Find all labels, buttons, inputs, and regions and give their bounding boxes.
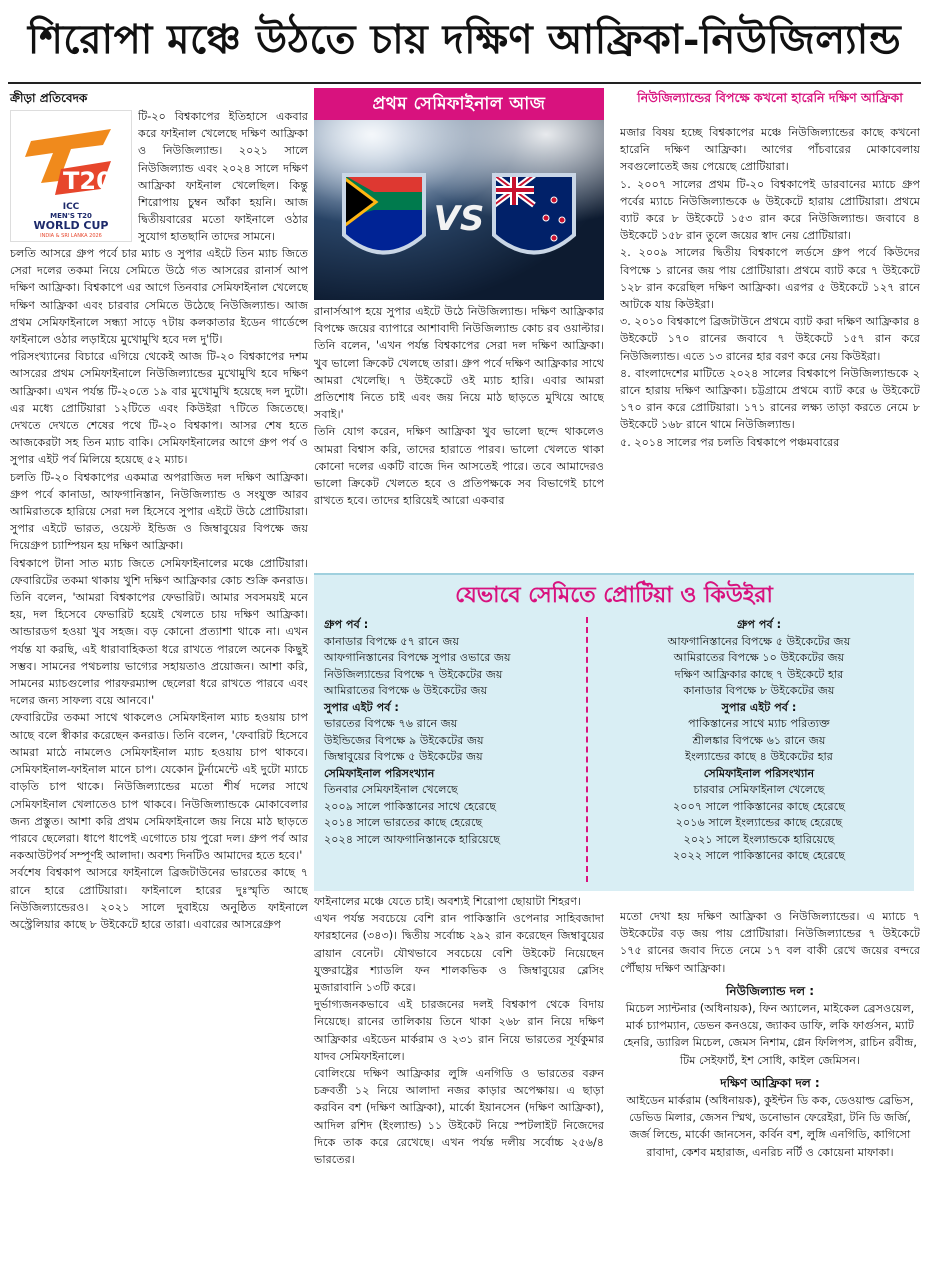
list-item: শ্রীলঙ্কার বিপক্ষে ৬১ রানে জয় [692,733,826,747]
paragraph: ৫. ২০১৪ সালের পর চলতি বিশ্বকাপে পঞ্চমবারের [620,435,840,449]
paragraph: মতো দেখা হয় দক্ষিণ আফ্রিকা ও নিউজিল্যান্ডের। এ ম্যাচে ৭ উইকেটের বড় জয় পায় প্রোটিয়ারা। নিউজিল্যান্ডের ৭ উইকেটে ১৭৫ রানের জবাব দিতে নেমে ১৭ বল বাকী রেখে জয়ের বন্দরে পৌঁছায় দক্ষিণ আফ্রিকা। [620,910,920,975]
list-item: ২০১৪ সালে ভারতের কাছে হেরেছে [324,816,483,829]
list-item: আমিরাতের বিপক্ষে ৬ উইকেটের জয় [324,684,488,697]
semifinal-path-infobox [314,573,914,891]
paragraph: মজার বিষয় হচ্ছে বিশ্বকাপের মঞ্চে নিউজিল্যান্ডের কাছে কখনো হারেনি দক্ষিণ আফ্রিকা। আগের পাঁচবারের মোকাবেলায় সবগুলোতেই জয় পেয়েছে প্রোটিয়ারা। [620,126,920,174]
nz-squad-title: নিউজিল্যান্ড দল : [726,983,814,998]
nz-path [614,617,904,865]
svg-text:MEN'S T20: MEN'S T20 [50,212,92,220]
left-column-body [10,245,308,1275]
nz-super-title: সুপার এইট পর্ব : [721,700,797,714]
list-item: নিউজিল্যান্ডের বিপক্ষে ৭ উইকেটের জয় [324,667,503,681]
paragraph: এখন পর্যন্ত সবচেয়ে বেশি রান পাকিস্তানি ওপেনার সাহিবজাদা ফারহানের (৩৪৩)। দ্বিতীয় সর্বোচ্চ ২৯২ রান করেছেন জিম্বাবুয়ের ব্রায়ান বেনেট। যৌথভাবে সবচেয়ে বেশি উইকেট নিয়েছেন যুক্তরাষ্ট্রের শ্যাডলি ফন শালকভিক ও জিম্বাবুয়ের ব্লেসিং মুজারাবানি ১৩টি করে। [314,912,604,995]
list-item: ইংল্যান্ডের কাছে ৪ উইকেটের হার [685,750,833,763]
list-item: ২০০৯ সালে পাকিস্তানের সাথে হেরেছে [324,799,496,813]
middle-top-text [314,303,604,571]
svg-text:INDIA & SRI LANKA 2026: INDIA & SRI LANKA 2026 [40,233,102,239]
list-item: ২০১৬ সালে ইংল্যান্ডের কাছে হেরেছে [675,816,843,829]
right-bottom-text [620,908,920,1278]
list-item: উইন্ডিজের বিপক্ষে ৯ উইকেটের জয় [324,733,484,747]
paragraph: ২. ২০০৯ সালের দ্বিতীয় বিশ্বকাপে লর্ডসে গ্রুপ পর্বে কিউদের বিপক্ষে ১ রানের জয় পায় প্রোটিয়ারা। প্রথমে ব্যাট করে ৭ উইকেটে ১২৮ রান করেছিল দক্ষিণ আফ্রিকা। এরপর ৫ উইকেটে ১২৭ রানে আটকে যায় কিউইরা। [620,246,920,312]
paragraph: তিনি যোগ করেন, দক্ষিণ আফ্রিকা খুব ভালো ছন্দে থাকলেও আমরা বিশ্বাস করি, তাদের হারাতে পারব। ভালো খেলতে থাকা কোনো দলের একটি বাজে দিন আসতেই পারে। তবে আমাদেরও ভালো ক্রিকেট খেলতে হবে ও প্রতিপক্ষকে সব বিভাগেই চাপে রাখতে হবে। তাদের হারিয়েই আরো একবার [314,425,604,508]
t20-logo-icon [11,111,131,241]
paragraph: ৪. বাংলাদেশের মাটিতে ২০২৪ সালের বিশ্বকাপে নিউজিল্যান্ডকে ২ রানে হারায় দক্ষিণ আফ্রিকা। চট্টগ্রামে প্রথমে ব্যাট করে ৬ উইকেটে ১৭০ রান করে প্রোটিয়ারা। ১৭১ রানের লক্ষ্য তাড়া করতে নেমে ৮ উইকেটে ১৬৮ রানে থামে নিউজিল্যান্ড। [620,366,920,432]
paragraph: টি-২০ বিশ্বকাপের ইতিহাসে একবার করে ফাইনাল খেলেছে দক্ষিণ আফ্রিকা ও নিউজিল্যান্ড। ২০২১ সালে নিউজিল্যান্ড এবং ২০২৪ সালে দক্ষিণ আফ্রিকা ফাইনাল খেলেছিল। কিন্তু শিরোপায় চুম্বন আঁকা হয়নি। আজ দ্বিতীয়বারের মতো ফাইনালে ওঠার সুযোগ হাতছানি তাদের সামনে। [138,110,308,244]
byline: ক্রীড়া প্রতিবেদক [10,91,88,105]
list-item: চারবার সেমিফাইনাল খেলেছে [693,783,825,796]
list-item: পাকিস্তানের সাথে ম্যাচ পরিত্যক্ত [688,717,830,730]
paragraph: দুর্ভাগ্যজনকভাবে এই চারজনের দলই বিশ্বকাপ থেকে বিদায় নিয়েছে। রানের তালিকায় তিনে থাকা ২৬৮ রান নিয়ে দক্ষিণ আফ্রিকার এইডেন মার্করাম ও ২৩১ রান নিয়ে ভারতের সূর্যকুমার যাদব সেমিফাইনালে। [314,998,604,1063]
right-top-text [620,124,920,570]
match-graphic [314,120,604,300]
svg-text:WORLD CUP: WORLD CUP [33,219,109,232]
svg-text:VS: VS [433,199,485,239]
sa-squad-title: দক্ষিণ আফ্রিকা দল : [720,1075,820,1090]
paragraph: সর্বশেষ বিশ্বকাপ আসরে ফাইনালে ব্রিজটাউনের ভারতের কাছে ৭ রানে হারে প্রোটিয়ারা। ফাইনালে হারের দুঃস্মৃতি আছে নিউজিল্যান্ডেরও। ২০২১ সালে দুবাইয়ে অনুষ্ঠিত ফাইনালে অস্ট্রেলিয়ার কাছে ৮ উইকেটে হারে তারা। এবারের আসরেগ্রুপ [10,866,308,931]
headline-rule [8,82,921,84]
list-item: আফগানিস্তানের বিপক্ষে সুপার ওভারে জয় [324,651,511,664]
svg-text:ICC: ICC [62,202,80,212]
nz-squad-list: মিচেল স্যান্টনার (অধিনায়ক), ফিন অ্যালেন, মাইকেল ব্রেসওয়েল, মার্ক চ্যাপম্যান, ডেভন কনওয়ে, জ্যাকব ডাফি, লকি ফার্গুসন, ম্যাট হেনরি, ড্যারিল মিচেল, জেমস নিশাম, গ্লেন ফিলিপস, রাচিন রবীন্দ্র, টিম সেইফার্ট, ইশ সোধি, কাইল জেমিসন। [623,1002,917,1067]
sa-shield [344,175,424,253]
sa-group-title: গ্রুপ পর্ব : [324,618,369,631]
sa-super-title: সুপার এইট পর্ব : [324,700,399,714]
sa-path [324,617,599,848]
list-item: ২০২২ সালে পাকিস্তানের কাছে হেরেছে [673,849,845,862]
paragraph: ১. ২০০৭ সালের প্রথম টি-২০ বিশ্বকাপেই ডারবানের ম্যাচে গ্রুপ পর্বের ম্যাচে নিউজিল্যান্ডকে ৬ উইকেটে হারায় প্রোটিয়ারা। প্রথমে ব্যাট করে ৮ উইকেটে ১৫৩ রান করে নিউজিল্যান্ড। জবাবে ৪ উইকেটে ১৫৮ রান তুলে জয়ের স্বাদ নেয় প্রোটিয়ারা। [620,177,920,243]
list-item: আফগানিস্তানের বিপক্ষে ৫ উইকেটের জয় [667,634,851,648]
paragraph: রানার্সআপ হয়ে সুপার এইটে উঠে নিউজিল্যান্ড। দক্ষিণ আফ্রিকার বিপক্ষে জয়ের ব্যাপারে আশাবাদী নিউজিল্যান্ড কোচ রব ওয়াল্টার। তিনি বলেন, 'এখন পর্যন্ত বিশ্বকাপের সেরা দল দক্ষিণ আফ্রিকা। খুব ভালো ক্রিকেট খেলছে তারা। গ্রুপ পর্বে দক্ষিণ আফ্রিকার সাথে আমরা খেলেছি। ৭ উইকেটে ওই ম্যাচ হারি। এবার আমরা প্রতিশোধ নিতে চাই এবং জয় নিয়ে মাঠ ছাড়তে মুখিয়ে আছে সবাই।' [314,305,604,422]
world-cup-logo [10,110,132,242]
paragraph: ৩. ২০১০ বিশ্বকাপে ব্রিজটাউনে প্রথমে ব্যাট করা দক্ষিণ আফ্রিকার ৪ উইকেটে ১৭০ রানের জবাবে ৭ উইকেটে ১৫৭ রান করে নিউজিল্যান্ড। এতে ১৩ রানের হার বরণ করে নেয় কিউইরা। [620,315,920,363]
nz-group-title: গ্রুপ পর্ব : [736,618,782,631]
paragraph: চলতি টি-২০ বিশ্বকাপের একমাত্র অপরাজিত দল দক্ষিণ আফ্রিকা। গ্রুপ পর্বে কানাডা, আফগানিস্তান, নিউজিল্যান্ড ও সংযুক্ত আরব আমিরাতকে হারিয়ে সেরা দল হিসেবে সুপার এইটে উঠে প্রোটিয়ারা। সুপার এইটে ভারত, ওয়েস্ট ইন্ডিজ ও জিম্বাবুয়ের বিপক্ষে জয় দিয়েগ্রুপ চ্যাম্পিয়ন হয় দক্ষিণ আফ্রিকা। [10,470,308,553]
list-item: ২০২১ সালে ইংল্যান্ডকে হারিয়েছে [683,832,835,846]
svg-text:T20: T20 [63,167,113,195]
headline: শিরোপা মঞ্চে উঠতে চায় দক্ষিণ আফ্রিকা-নিউজিল্যান্ড [27,16,902,63]
semifinal-banner: প্রথম সেমিফাইনাল আজ [314,88,604,120]
list-item: ভারতের বিপক্ষে ৭৬ রানে জয় [324,717,458,730]
left-column-intro [138,108,308,248]
list-item: কানাডার বিপক্ষে ৮ উইকেটের জয় [683,684,835,697]
nz-shield [494,175,574,253]
list-item: দক্ষিণ আফ্রিকার কাছে ৭ উইকেটে হার [674,667,844,681]
paragraph: বোলিংয়ে দক্ষিণ আফ্রিকার লুঙ্গি এনগিডি ও ভারতের বরুন চক্রবর্তী ১২ নিয়ে আলাদা নজর কাড়ার অপেক্ষায়। এ ছাড়া করবিন বশ (দক্ষিণ আফ্রিকা), মার্কো ইয়ানসেন (দক্ষিণ আফ্রিকা), আদিল রশিদ (ইংল্যান্ড) ১১ উইকেট নিয়ে স্পটলাইট নিজেদের দিকে তাক করে রেখেছে। এখন পর্যন্ত দলীয় সর্বোচ্চ ২৫৬/৪ ভারতের। [314,1067,604,1167]
paragraph: ফাইনালের মঞ্চে যেতে চাই। অবশ্যই শিরোপা ছোয়াটা শিহরণ। [314,895,582,908]
paragraph: চলতি আসরে গ্রুপ পর্বে চার ম্যাচ ও সুপার এইটে তিন ম্যাচ জিতে সেরা দলের তকমা নিয়ে সেমিতে উঠে গত আসরের রানার্স আপ দক্ষিণ আফ্রিকা। বিশ্বকাপে এর আগে তিনবার সেমিফাইনাল খেলেছে দক্ষিণ আফ্রিকা এবং চারবার সেমিতে উঠেছে নিউজিল্যান্ড। আজ প্রথম সেমিফাইনালে সন্ধ্যা সাড়ে ৭টায় কলকাতার ইডেন গার্ডেন্সে ফাইনালে ওঠার লড়াইয়ে মুখোমুখি হবে দল দু'টি। [10,247,308,347]
infobox-title: যেভাবে সেমিতে প্রোটিয়া ও কিউইরা [455,583,773,608]
paragraph: ফেবারিটের তকমা সাথে থাকলেও সেমিফাইনাল ম্যাচ হওয়ায় চাপ আছে বলে স্বীকার করেছেন কনরাড। তিনি বলেন, 'ফেবারিট হিসেবে আমরা মাঠে নামলেও সেমিফাইনাল ম্যাচ হওয়ায় চাপ থাকবে। সেমিফাইনাল-ফাইনাল মানে চাপ। যেকোন টুর্নামেন্টে এই দুটো ম্যাচে বাড়তি চাপ থাকে। নিউজিল্যান্ডের মতো শীর্ষ দলের সাথে সেমিফাইনাল খেলাতেও চাপ থাকবে। নিউজিল্যান্ডকে মোকাবেলার জন্য প্রস্তুত। আশা করি প্রথম সেমিফাইনালে জয় নিয়ে মাঠ ছাড়তে পারবে ছেলেরা। ধাপে ধাপেই এগোতে চায় পুরো দল। গ্রুপ পর্ব আর নকআউটপর্ব সম্পূর্ণই আলাদা। অবশ্য দিনটিও আমাদের হতে হবে।' [10,711,308,863]
list-item: জিম্বাবুয়ের বিপক্ষে ৫ উইকেটের জয় [324,750,483,763]
list-item: ২০০৭ সালে পাকিস্তানের কাছে হেরেছে [673,799,845,813]
middle-bottom-text [314,893,604,1278]
list-item: তিনবার সেমিফাইনাল খেলেছে [324,783,458,796]
list-item: কানাডার বিপক্ষে ৫৭ রানে জয় [324,634,460,648]
right-subheading: নিউজিল্যান্ডের বিপক্ষে কখনো হারেনি দক্ষিণ আফ্রিকা [637,90,903,105]
sa-stats-title: সেমিফাইনাল পরিসংখ্যান [324,766,435,780]
paragraph: বিশ্বকাপে টানা সাত ম্যাচ জিতে সেমিফাইনালের মঞ্চে প্রোটিয়ারা। ফেবারিটের তকমা থাকায় খুশি দক্ষিণ আফ্রিকার কোচ শুক্রি কনরাড। তিনি বলেন, 'আমরা বিশ্বকাপের ফেভারিট। আমার সবসময়ই মনে হয়, দল হিসেবে ফেভারিট হয়েই খেলতে চায় দক্ষিণ আফ্রিকা। আন্ডারডগ হওয়া খুব সহজ। বড় কোনো প্রত্যাশা থাকে না। এখন পর্যন্ত যা করছি, এই ধারাবাহিকতা ধরে রাখতে পারলে অনেক কিছুই সম্ভব। সামনের পথচলায় ভাগ্যের সহায়তাও প্রয়োজন। আশা করি, সামনের ম্যাচগুলোর পারফরম্যান্স ছেলেরা ধরে রাখতে পারবে এবং দলের জন্য সাফল্য বয়ে আনবে।' [10,556,308,708]
list-item: আমিরাতের বিপক্ষে ১০ উইকেটের জয় [673,651,845,664]
list-item: ২০২৪ সালে আফগানিস্তানকে হারিয়েছে [324,832,501,846]
nz-stats-title: সেমিফাইনাল পরিসংখ্যান [703,766,815,780]
paragraph: পরিসংখ্যানের বিচারে এগিয়ে থেকেই আজ টি-২০ বিশ্বকাপের দশম আসরের প্রথম সেমিফাইনালে নিউজিল্যান্ডের মুখোমুখি হবে দক্ষিণ আফ্রিকা। এখন পর্যন্ত টি-২০তে ১৯ বার মুখোমুখি হয়েছে দল দুটো। এর মধ্যে প্রোটিয়ারা ১২টিতে এবং কিউইরা ৭টিতে জিতেছে। দেখতে দেখতে শেষের পথে টি-২০ বিশ্বকাপ। আসর শেষ হতে আজকেরটা সহ তিন ম্যাচ বাকি। সেমিফাইনালের আগে গ্রুপ পর্ব ও সুপার এইট পর্ব মিলিয়ে হয়েছে ৫২ ম্যাচ। [10,350,308,467]
sa-squad-list: আইডেন মার্করাম (অধিনায়ক), কুইন্টন ডি কক, ডেওয়াল্ড ব্রেভিস, ডেভিড মিলার, জেসন স্মিথ, ডনোভান ফেরেইরা, টনি ডি জর্জি, জর্জ লিন্ডে, মার্কো জানসেন, কর্বিন বশ, লুঙ্গি এনগিডি, কাগিসো রাবাদা, কেশব মহারাজ, এনরিচ নর্টি ও কোয়েনা মাফাকা। [626,1094,914,1159]
sa-vs-nz-graphic-icon [314,120,604,300]
